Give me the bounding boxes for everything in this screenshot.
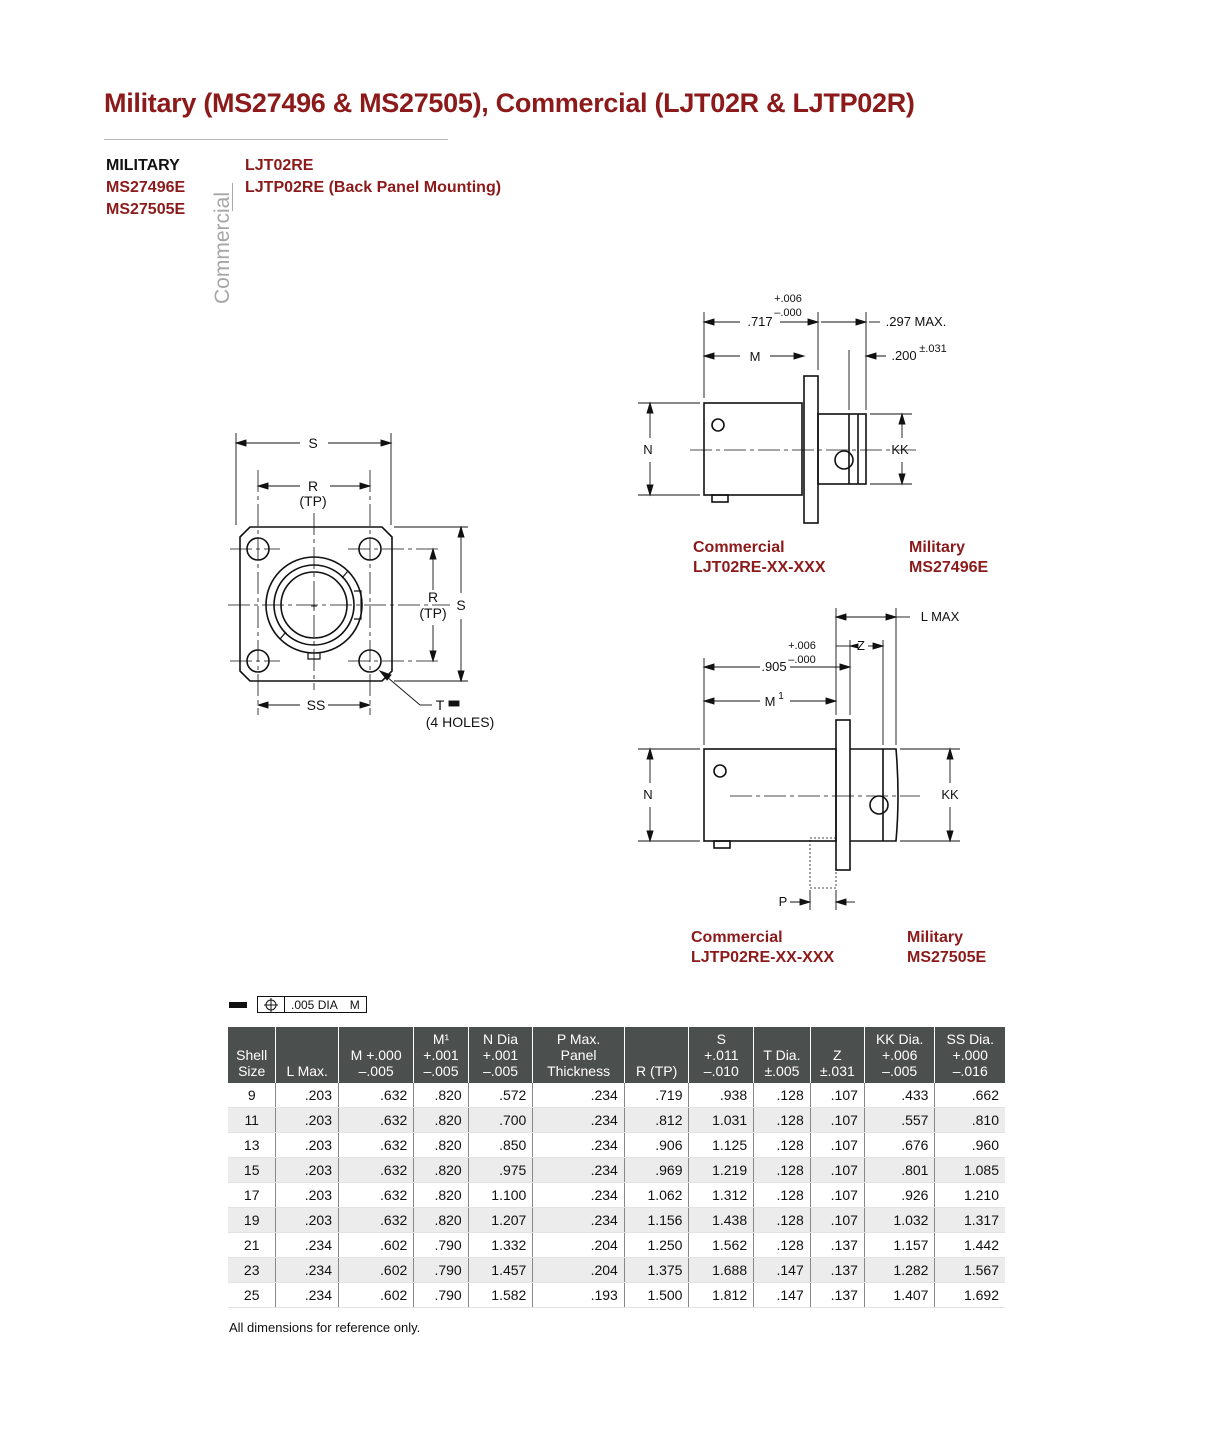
header-line: +.001 [423,1047,459,1063]
table-cell: .433 [864,1083,935,1108]
dimensions-table [228,1027,1005,1308]
table-cell: .810 [935,1108,1005,1133]
table-cell: .820 [414,1158,468,1183]
table-cell: .632 [338,1183,413,1208]
table-cell: 1.500 [624,1283,689,1308]
table-row [228,1108,1005,1133]
column-header [276,1027,339,1083]
detent [712,419,724,431]
table-cell: .193 [533,1283,625,1308]
column-header [338,1027,413,1083]
caption-military-1 [909,538,988,578]
dim-m: M [764,694,776,709]
table-cell: .572 [468,1083,533,1108]
dim-297-max: .297 MAX. [885,314,947,329]
table-row [228,1183,1005,1208]
key-pin [835,451,853,469]
table-cell: .137 [810,1233,864,1258]
table-cell: .234 [533,1108,625,1133]
table-cell: .820 [414,1208,468,1233]
table-cell: .676 [864,1133,935,1158]
table-cell: 1.031 [689,1108,754,1133]
caption-line: Military [909,539,966,556]
dim-label-t: T [435,697,445,713]
table-cell: 1.688 [689,1258,754,1283]
caption-line: Commercial [691,929,783,946]
table-cell: .820 [414,1108,468,1133]
table-cell: .128 [754,1108,811,1133]
table-cell: .128 [754,1158,811,1183]
table-cell: 1.407 [864,1283,935,1308]
header-line: –.010 [703,1063,739,1079]
shell-body [704,749,836,841]
tolerance-value [284,997,366,1012]
table-cell: .234 [276,1258,339,1283]
table-cell: .203 [276,1083,339,1108]
commercial-part-list [245,155,501,199]
tolerance-frame [229,996,367,1013]
table-cell: .107 [810,1083,864,1108]
table-cell: .632 [338,1108,413,1133]
caption-military-2 [907,928,986,968]
table-cell: 13 [228,1133,276,1158]
table-cell: 1.567 [935,1258,1005,1283]
table-cell: .790 [414,1283,468,1308]
header-line: +.001 [482,1047,519,1063]
page-title: Military (MS27496 & MS27505), Commercial (LJT02R & LJTP02R) [104,88,915,118]
header-line: SS Dia. [946,1031,994,1047]
table-cell: .960 [935,1133,1005,1158]
column-header [754,1027,811,1083]
column-header [468,1027,533,1083]
table-cell: .128 [754,1083,811,1108]
table-cell: 1.438 [689,1208,754,1233]
table-cell: .203 [276,1208,339,1233]
column-header [864,1027,935,1083]
table-cell: .662 [935,1083,1005,1108]
table-body [228,1083,1005,1308]
table-cell: .700 [468,1108,533,1133]
table-cell: 1.812 [689,1283,754,1308]
dim-kk: KK [891,442,909,457]
table-cell: .128 [754,1133,811,1158]
dim-z: Z [857,638,865,653]
caption-line: LJT02RE-XX-XXX [693,559,826,576]
tolerance-text: .005 DIA [291,997,338,1012]
header-line: Shell [236,1047,268,1063]
table-cell: .975 [468,1158,533,1183]
header-line: Size [238,1063,266,1079]
military-part-list [106,155,185,221]
header-line: L Max. [286,1063,328,1079]
table-cell: 9 [228,1083,276,1108]
caption-line: Commercial [693,539,785,556]
header-line: +.011 [704,1047,739,1063]
table-cell: .602 [338,1258,413,1283]
header-line: –.005 [358,1063,394,1079]
dim-label-r: R [427,589,439,605]
table-cell: 1.582 [468,1283,533,1308]
commercial-part: LJTP02RE (Back Panel Mounting) [245,179,502,196]
table-cell: 21 [228,1233,276,1258]
header-line: T Dia. [763,1047,801,1063]
table-cell: 1.317 [935,1208,1005,1233]
table-cell: 1.207 [468,1208,533,1233]
table-cell: 17 [228,1183,276,1208]
dim-label-r: R [307,478,319,494]
table-cell: .204 [533,1233,625,1258]
table-header-row [228,1027,1005,1083]
table-cell: .850 [468,1133,533,1158]
header-line: KK Dia. [875,1031,924,1047]
rear-body [850,749,898,841]
header-line: ±.031 [819,1063,855,1079]
dim-l-max: L MAX [920,609,960,624]
dim-n: N [643,442,653,457]
table-cell: .790 [414,1258,468,1283]
column-header [624,1027,689,1083]
tol-minus: –.000 [788,654,816,666]
table-cell: .147 [754,1283,811,1308]
header-line: –.016 [952,1063,988,1079]
table-cell: .632 [338,1133,413,1158]
caption-commercial-2 [691,928,834,968]
header-line: M¹ [432,1031,450,1047]
header-line: ±.005 [764,1063,800,1079]
caption-line: Military [907,929,964,946]
header-line: +.000 [952,1047,988,1063]
caption-line: LJTP02RE-XX-XXX [691,949,835,966]
table-cell: .234 [533,1083,625,1108]
table-cell: .820 [414,1083,468,1108]
dim-m: M [749,349,761,364]
table-cell: .137 [810,1283,864,1308]
table-cell: 1.062 [624,1183,689,1208]
table-cell: .128 [754,1208,811,1233]
table-cell: .969 [624,1158,689,1183]
front-view-drawing [220,425,510,735]
table-cell: .632 [338,1158,413,1183]
table-cell: 1.157 [864,1233,935,1258]
dim-200: .200 [891,348,917,363]
table-cell: .234 [533,1183,625,1208]
table-cell: 23 [228,1258,276,1283]
table-cell: 19 [228,1208,276,1233]
table-cell: 25 [228,1283,276,1308]
table-cell: .632 [338,1208,413,1233]
table-cell: .203 [276,1108,339,1133]
table-cell: .719 [624,1083,689,1108]
table-cell: .602 [338,1283,413,1308]
dim-label-ss: SS [306,697,326,713]
column-header [935,1027,1005,1083]
table-cell: .203 [276,1158,339,1183]
table-cell: 1.457 [468,1258,533,1283]
column-header [414,1027,468,1083]
table-cell: 1.312 [689,1183,754,1208]
table-cell: 1.442 [935,1233,1005,1258]
header-line: Panel [560,1047,597,1063]
dim-200-tol: ±.031 [919,343,947,355]
military-heading: MILITARY [106,157,180,174]
header-line: N Dia [483,1031,519,1047]
table-cell: 1.562 [689,1233,754,1258]
dim-label-tp: (TP) [419,605,447,621]
table-cell: .234 [533,1133,625,1158]
column-header [533,1027,625,1083]
table-cell: 15 [228,1158,276,1183]
table-cell: .107 [810,1183,864,1208]
datum-marker [229,1002,247,1008]
table-cell: .204 [533,1258,625,1283]
title-divider [104,139,448,140]
column-header [689,1027,754,1083]
table-cell: .632 [338,1083,413,1108]
table-cell: 1.032 [864,1208,935,1233]
svg-text:+: + [310,599,318,613]
detent [714,765,726,777]
position-icon [258,997,284,1012]
header-line: Z [833,1047,842,1063]
commercial-part: LJT02RE [245,157,314,174]
table-cell: .234 [533,1158,625,1183]
table-cell: 1.210 [935,1183,1005,1208]
panel-section [810,838,836,888]
table-cell: 1.375 [624,1258,689,1283]
tol-plus: +.006 [788,640,816,652]
table-cell: 1.085 [935,1158,1005,1183]
holes-note: (4 HOLES) [425,714,495,730]
table-cell: .107 [810,1133,864,1158]
table-cell: 1.332 [468,1233,533,1258]
dim-717: .717 [747,314,773,329]
header-line: Thickness [547,1063,611,1079]
side-view-2-drawing [630,600,970,920]
table-cell: .234 [276,1233,339,1258]
flange [804,376,818,523]
table-cell: 1.250 [624,1233,689,1258]
military-part: MS27505E [106,201,186,218]
table-cell: .107 [810,1208,864,1233]
key-pin [870,796,888,814]
table-cell: 1.282 [864,1258,935,1283]
commercial-vertical-label: Commercial [211,191,234,304]
shell-body [704,403,802,495]
table-cell: .128 [754,1183,811,1208]
table-cell: 1.125 [689,1133,754,1158]
caption-line: MS27505E [907,949,987,966]
side-view-1-drawing [630,290,970,535]
table-cell: .820 [414,1133,468,1158]
table-cell: 11 [228,1108,276,1133]
table-cell: .234 [533,1208,625,1233]
feature-control-frame [257,996,367,1013]
table-cell: .107 [810,1108,864,1133]
reference-note: All dimensions for reference only. [229,1320,421,1335]
table-cell: 1.219 [689,1158,754,1183]
table-cell: 1.100 [468,1183,533,1208]
header-line: –.005 [882,1063,918,1079]
column-header [810,1027,864,1083]
header-line: S [716,1031,726,1047]
table-cell: .790 [414,1233,468,1258]
table-cell: .820 [414,1183,468,1208]
header-line: –.005 [482,1063,519,1079]
dim-label-s: S [308,435,318,451]
table-cell: .147 [754,1258,811,1283]
dim-p: P [778,894,788,909]
table-cell: .203 [276,1133,339,1158]
table-cell: .203 [276,1183,339,1208]
table-row [228,1133,1005,1158]
flange [836,720,850,870]
table-cell: .938 [689,1083,754,1108]
caption-commercial-1 [693,538,825,578]
table-cell: .128 [754,1233,811,1258]
header-line: R (TP) [636,1063,678,1079]
column-header [228,1027,276,1083]
tol-minus: –.000 [774,307,802,319]
header-line: P Max. [556,1031,601,1047]
table-row [228,1233,1005,1258]
dim-n: N [643,787,653,802]
tolerance-modifier: M [349,997,360,1012]
table-cell: .234 [276,1283,339,1308]
dim-905: .905 [761,659,787,674]
table-cell: 1.156 [624,1208,689,1233]
dim-m-sup: 1 [778,691,784,702]
caption-line: MS27496E [909,559,989,576]
table-cell: .602 [338,1233,413,1258]
table-row [228,1258,1005,1283]
table-cell: .812 [624,1108,689,1133]
table-cell: .557 [864,1108,935,1133]
dim-kk: KK [941,787,959,802]
table-row [228,1158,1005,1183]
dim-label-s: S [456,597,466,613]
table-row [228,1083,1005,1108]
table-cell: .906 [624,1133,689,1158]
header-line: M +.000 [350,1047,402,1063]
dim-label-tp: (TP) [299,493,327,509]
table-cell: .801 [864,1158,935,1183]
header-line: –.005 [423,1063,459,1079]
header-line: +.006 [881,1047,918,1063]
table-cell: .926 [864,1183,935,1208]
table-row [228,1283,1005,1308]
table-cell: .137 [810,1258,864,1283]
table-cell: .107 [810,1158,864,1183]
table-row [228,1208,1005,1233]
military-part: MS27496E [106,179,186,196]
tol-plus: +.006 [774,293,802,305]
table-cell: 1.692 [935,1283,1005,1308]
